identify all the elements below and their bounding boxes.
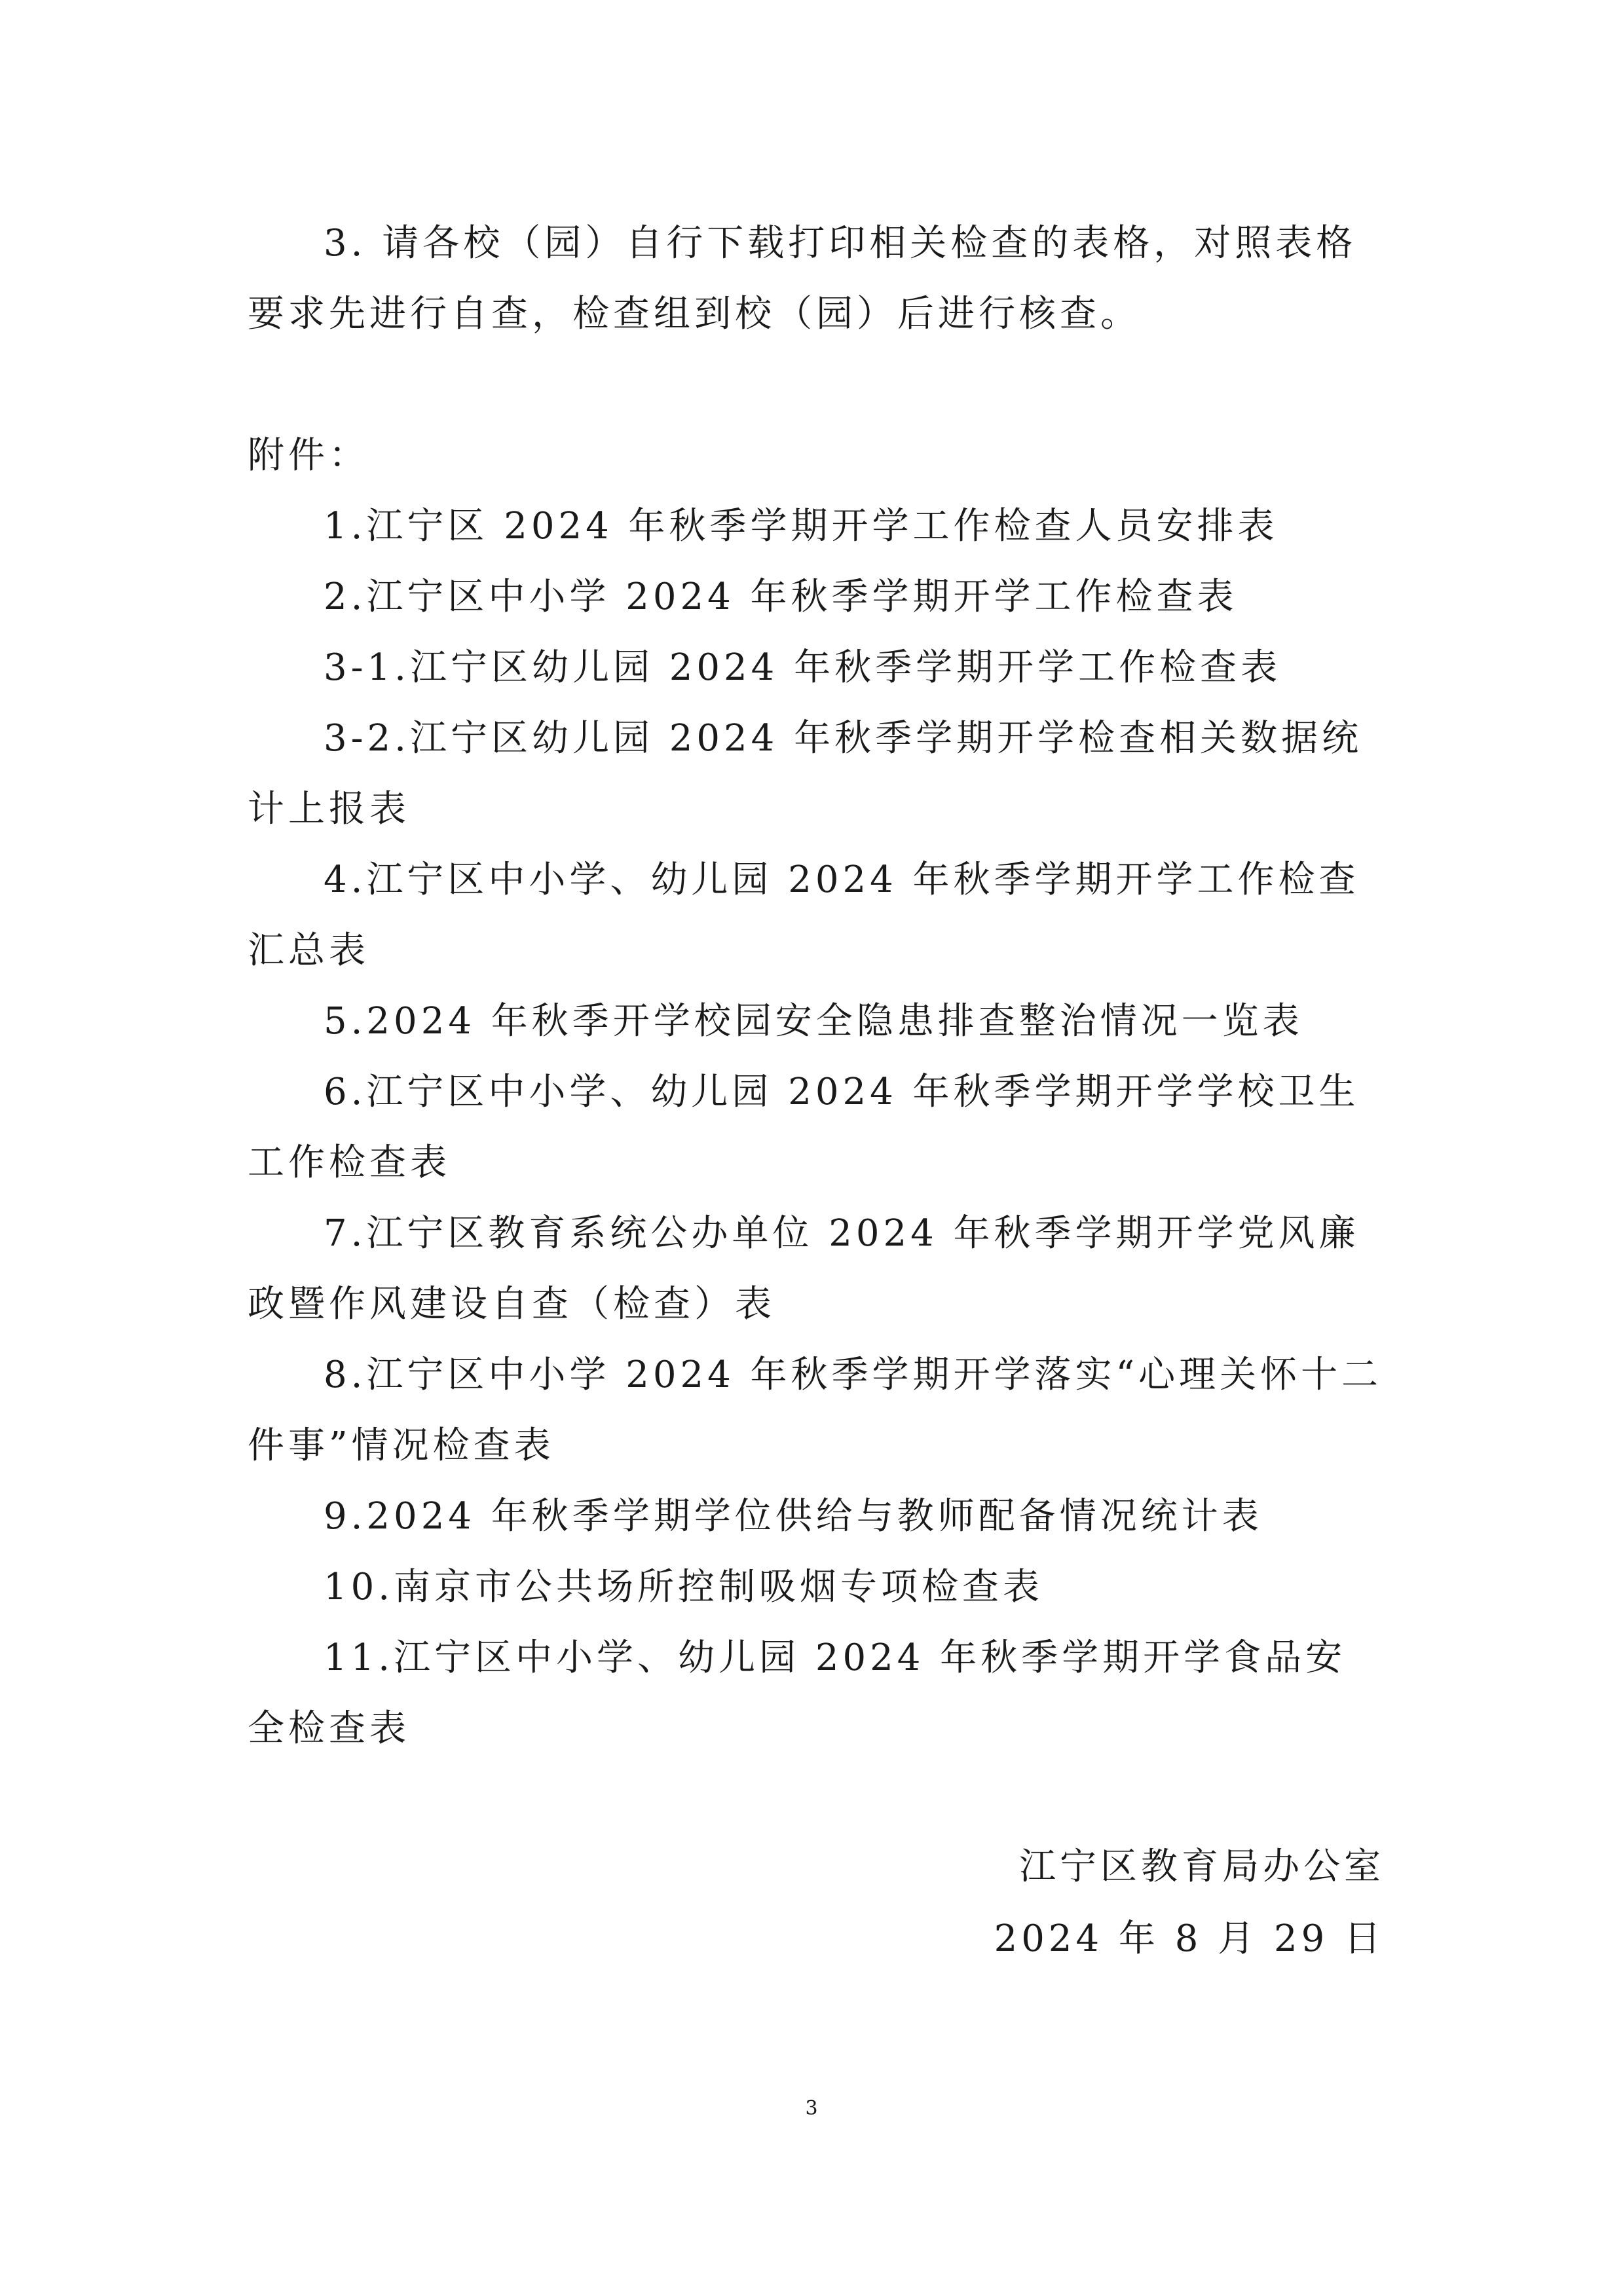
attachment-item-4: 4.江宁区中小学、幼儿园 2024 年秋季学期开学工作检查汇总表 <box>248 859 1360 972</box>
attachment-item-5: 5.2024 年秋季开学校园安全隐患排查整治情况一览表 <box>324 1000 1303 1043</box>
attachment-item-9: 9.2024 年秋季学期学位供给与教师配备情况统计表 <box>324 1495 1263 1538</box>
attachments-label: 附件： <box>248 434 369 477</box>
paragraph-3: 3. 请各校（园）自行下载打印相关检查的表格，对照表格要求先进行自查，检查组到校（园）后进行核查。 <box>248 222 1357 335</box>
page-number: 3 <box>805 2097 818 2120</box>
attachment-item-11: 11.江宁区中小学、幼儿园 2024 年秋季学期开学食品安全检查表 <box>248 1637 1347 1750</box>
attachment-item-3-2: 3-2.江宁区幼儿园 2024 年秋季学期开学检查相关数据统计上报表 <box>248 717 1363 830</box>
issuing-office: 江宁区教育局办公室 <box>1019 1845 1385 1888</box>
issue-date: 2024 年 8 月 29 日 <box>994 1917 1385 1960</box>
attachment-item-2: 2.江宁区中小学 2024 年秋季学期开学工作检查表 <box>324 576 1238 618</box>
document-body <box>248 208 1385 1764</box>
attachment-item-10: 10.南京市公共场所控制吸烟专项检查表 <box>324 1566 1044 1608</box>
attachment-item-6: 6.江宁区中小学、幼儿园 2024 年秋季学期开学学校卫生工作检查表 <box>248 1071 1360 1184</box>
attachment-item-1: 1.江宁区 2024 年秋季学期开学工作检查人员安排表 <box>324 505 1278 547</box>
attachment-item-3-1: 3-1.江宁区幼儿园 2024 年秋季学期开学工作检查表 <box>324 646 1282 689</box>
attachment-item-7: 7.江宁区教育系统公办单位 2024 年秋季学期开学党风廉政暨作风建设自查（检查）表 <box>248 1212 1360 1325</box>
signature-block <box>994 1831 1385 1975</box>
attachments-list <box>248 491 1385 1764</box>
attachment-item-8: 8.江宁区中小学 2024 年秋季学期开学落实“心理关怀十二件事”情况检查表 <box>248 1354 1383 1467</box>
